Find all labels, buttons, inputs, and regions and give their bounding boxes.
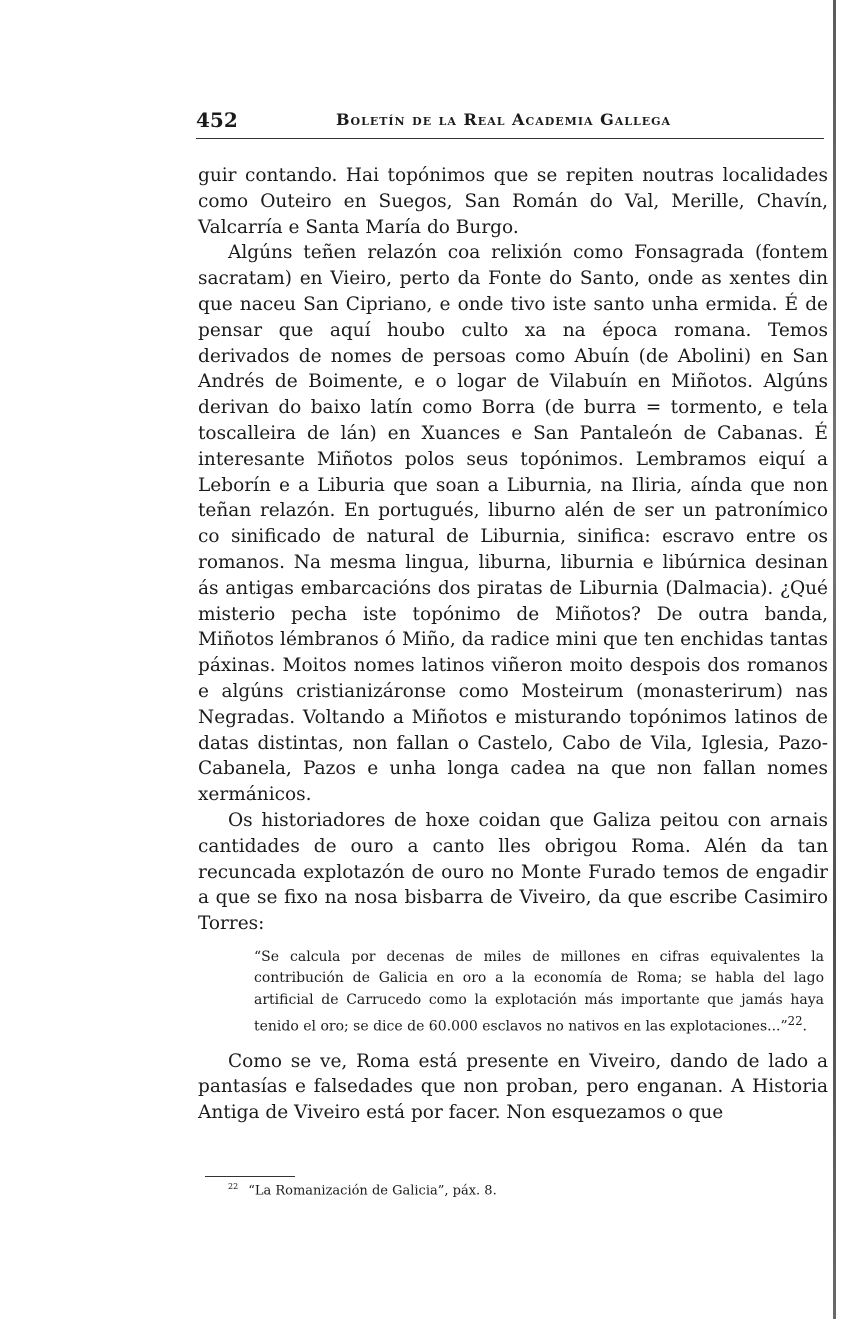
paragraph: guir contando. Hai topónimos que se repiten noutras localidades como Outeiro en Suegos, San Román do Val, Merille, Chavín, Valcarría e Santa María do Burgo.: [198, 165, 828, 238]
quote-footnote-ref: 22: [787, 1014, 803, 1029]
page-number: 452: [196, 108, 238, 132]
block-quote: “Se calcula por decenas de miles de millones en cifras equivalentes la contribución de Galicia en oro a la economía de Roma; se habla del lago artificial de Carrucedo como la explotación más importante que jamás haya tenido el oro; se dice de 60.000 esclavos no nativos en las explotaciones...”$^{22}$.: [254, 948, 824, 1036]
running-title: Boletín de la Real Academia Gallega: [336, 110, 672, 129]
body-text: [198, 163, 828, 1126]
quote-text: “Se calcula por decenas de miles de millones en cifras equivalentes la contribución de Galicia en oro a la economía de Roma; se habla del lago artificial de Carrucedo como la explotación más importante que jamás haya tenido el oro; se dice de 60.000 esclavos no nativos en las explotaciones...”: [254, 948, 824, 1036]
running-header: [196, 108, 826, 138]
footnote-rule: [205, 1176, 295, 1177]
paragraph: Os historiadores de hoxe coidan que Galiza peitou con arnais cantidades de ouro a canto lles obrigou Roma. Alén da tan recuncada explotazón de ouro no Monte Furado temos de engadir a que se fixo na nosa bisbarra de Viveiro, da que escribe Casimiro Torres:: [198, 809, 828, 935]
footnote-text: “La Romanización de Galicia”, páx. 8.: [248, 1183, 497, 1199]
footnote-number: 22: [228, 1182, 239, 1191]
paragraph: Algúns teñen relazón coa relixión como Fonsagrada (fontem sacratam) en Vieiro, perto da Fonte do Santo, onde as xentes din que naceu San Cipriano, e onde tivo iste santo unha ermida. É de pensar que aquí houbo culto xa na época romana. Temos derivados de nomes de persoas como Abuín (de Abolini) en San Andrés de Boimente, e o logar de Vilabuín en Miñotos. Algúns derivan do baixo latín como Borra (de burra = tormento, e tela toscalleira de lán) en Xuances e San Pantaleón de Cabanas. É interesante Miñotos polos seus topónimos. Lembramos eiquí a Leborín e a Liburia que soan a Liburnia, na Iliria, aínda que non teñan relazón. En portugués, liburno alén de ser un patronímico co sinificado de natural de Liburnia, sinifica: escravo entre os romanos. Na mesma lingua, liburna, liburnia e libúrnica desinan ás antigas embarcacións dos piratas de Liburnia (Dalmacia). ¿Qué misterio pecha iste topónimo de Miñotos? De outra banda, Miñotos lémbranos ó Miño, da radice mini que ten enchidas tantas páxinas. Moitos nomes latinos viñeron moito despois dos romanos e algúns cristianizáronse como Mosteirum (monasterirum) nas Negradas. Voltando a Miñotos e misturando topónimos latinos de datas distintas, non fallan o Castelo, Cabo de Vila, Iglesia, Pazo-Cabanela, Pazos e unha longa cadea na que non fallan nomes xermánicos.: [198, 242, 828, 806]
paragraph: Como se ve, Roma está presente en Viveiro, dando de lado a pantasías e falsedades que non proban, pero enganan. A Historia Antiga de Viveiro está por facer. Non esquezamos o que: [198, 1050, 828, 1124]
footnote: [228, 1182, 497, 1198]
header-rule: [196, 138, 824, 139]
page-edge-shadow: [833, 0, 836, 1319]
